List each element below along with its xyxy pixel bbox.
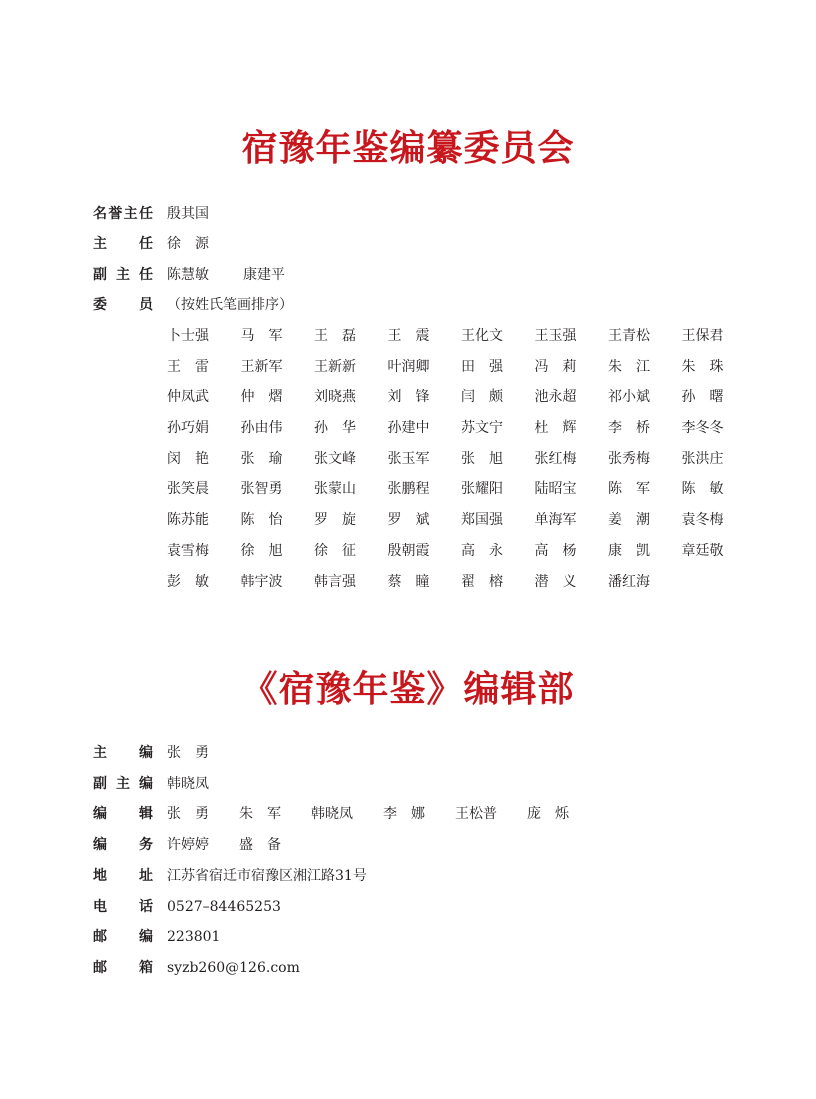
member-name: 韩宇波 bbox=[240, 573, 283, 590]
member-name: 闵 艳 bbox=[167, 450, 209, 467]
member-name: 仲 熠 bbox=[240, 389, 283, 406]
member-name: 孙由伟 bbox=[240, 420, 283, 437]
member-name: 郑国强 bbox=[461, 512, 503, 529]
member-name: 朱 江 bbox=[608, 358, 650, 375]
member-name: 高 永 bbox=[461, 542, 503, 559]
member-name: 李冬冬 bbox=[681, 420, 724, 437]
row-label: 地 址 bbox=[93, 868, 153, 884]
member-name: 袁雪梅 bbox=[167, 542, 209, 559]
row-label: 主 编 bbox=[93, 745, 153, 761]
member-name: 田 强 bbox=[461, 358, 503, 375]
member-name: 叶润卿 bbox=[387, 358, 430, 375]
row-values bbox=[167, 926, 250, 948]
row-label: 主 任 bbox=[93, 236, 153, 252]
row-value: 韩晓凤 bbox=[167, 776, 209, 792]
member-name: 王化文 bbox=[461, 328, 503, 344]
member-name: 陈 怡 bbox=[240, 512, 283, 529]
member-name: 张玉军 bbox=[387, 450, 430, 467]
person-name: 徐 源 bbox=[167, 236, 209, 252]
member-row bbox=[167, 571, 747, 602]
row-value: 223801 bbox=[167, 929, 221, 945]
member-name: 王青松 bbox=[608, 328, 650, 344]
member-name: 刘晓燕 bbox=[314, 389, 356, 406]
row-value: 张 勇 bbox=[167, 806, 209, 822]
member-name: 王 震 bbox=[387, 328, 430, 344]
member-name: 王 雷 bbox=[167, 358, 209, 375]
member-name: 王保君 bbox=[681, 328, 724, 344]
row-values bbox=[167, 294, 327, 316]
member-name: 张 瑜 bbox=[240, 450, 283, 467]
member-name: 潜 义 bbox=[534, 573, 577, 590]
member-name: 徐 旭 bbox=[240, 542, 283, 559]
member-name: 陆昭宝 bbox=[534, 481, 577, 498]
member-row bbox=[167, 540, 747, 571]
row-values bbox=[167, 803, 599, 825]
member-name: 孙建中 bbox=[387, 420, 430, 437]
committee-title: 宿豫年鉴编纂委员会 bbox=[241, 127, 575, 169]
member-name: 张笑晨 bbox=[167, 481, 209, 498]
row-label: 邮 箱 bbox=[93, 960, 153, 976]
row-value: 0527–84465253 bbox=[167, 899, 281, 915]
member-grid bbox=[167, 325, 747, 601]
member-name: 蔡 瞳 bbox=[387, 573, 430, 590]
row-value: 许婷婷 bbox=[167, 837, 209, 853]
member-name: 袁冬梅 bbox=[681, 512, 724, 529]
person-name: 康建平 bbox=[243, 267, 285, 283]
member-name: 张智勇 bbox=[240, 481, 283, 498]
member-name: 姜 潮 bbox=[608, 512, 650, 529]
row-values bbox=[167, 865, 397, 887]
member-name: 张 旭 bbox=[461, 450, 503, 467]
member-name: 陈 敏 bbox=[681, 481, 724, 498]
member-name: 卜士强 bbox=[167, 328, 209, 344]
member-name: 杜 辉 bbox=[534, 420, 577, 437]
member-name: 翟 榕 bbox=[461, 573, 503, 590]
member-name: 陈苏能 bbox=[167, 512, 209, 529]
member-name: 殷朝霞 bbox=[387, 542, 430, 559]
member-name: 单海军 bbox=[534, 512, 577, 529]
member-row bbox=[167, 386, 747, 417]
row-values bbox=[167, 834, 311, 856]
row-values bbox=[167, 742, 239, 764]
member-name: 张文峰 bbox=[314, 450, 356, 467]
row-values bbox=[167, 203, 243, 225]
row-values bbox=[167, 896, 311, 918]
row-value: 江苏省宿迁市宿豫区湘江路31号 bbox=[167, 868, 367, 884]
row-value: 张 勇 bbox=[167, 745, 209, 761]
member-name: 王 磊 bbox=[314, 328, 356, 344]
person-name: 殷其国 bbox=[167, 206, 209, 222]
member-name: 张红梅 bbox=[534, 450, 577, 467]
member-name: 孙 华 bbox=[314, 420, 356, 437]
row-label: 编 辑 bbox=[93, 806, 153, 822]
row-values bbox=[167, 264, 319, 286]
member-name: 罗 斌 bbox=[387, 512, 430, 529]
sort-note: （按姓氏笔画排序） bbox=[167, 297, 293, 313]
member-name: 章廷敬 bbox=[681, 542, 724, 559]
row-value: 韩晓凤 bbox=[311, 806, 353, 822]
row-label: 编 务 bbox=[93, 837, 153, 853]
row-label: 电 话 bbox=[93, 899, 153, 915]
member-row bbox=[167, 509, 747, 540]
member-name: 张秀梅 bbox=[608, 450, 650, 467]
member-name: 冯 莉 bbox=[534, 358, 577, 375]
row-values bbox=[167, 773, 239, 795]
member-name: 王新新 bbox=[314, 358, 356, 375]
member-name: 徐 征 bbox=[314, 542, 356, 559]
row-label: 副 主 任 bbox=[93, 267, 153, 283]
member-name: 孙巧娟 bbox=[167, 420, 209, 437]
row-value: 盛 备 bbox=[239, 837, 281, 853]
row-value: 朱 军 bbox=[239, 806, 281, 822]
row-label: 委 员 bbox=[93, 297, 153, 313]
member-name: 张耀阳 bbox=[461, 481, 503, 498]
member-row bbox=[167, 356, 747, 387]
member-name: 苏文宁 bbox=[461, 420, 503, 437]
member-name: 张鹏程 bbox=[387, 481, 430, 498]
row-label: 邮 编 bbox=[93, 929, 153, 945]
member-name: 韩言强 bbox=[314, 573, 356, 590]
member-name: 康 凯 bbox=[608, 542, 650, 559]
member-name: 祁小斌 bbox=[608, 389, 650, 406]
member-name: 仲凤武 bbox=[167, 389, 209, 406]
member-name: 张洪庄 bbox=[681, 450, 724, 467]
member-row bbox=[167, 448, 747, 479]
member-name: 彭 敏 bbox=[167, 573, 209, 590]
member-name: 闫 颇 bbox=[461, 389, 503, 406]
member-name: 张蒙山 bbox=[314, 481, 356, 498]
member-row bbox=[167, 417, 747, 448]
row-values bbox=[167, 957, 330, 979]
row-value: 庞 烁 bbox=[527, 806, 569, 822]
row-value: 李 娜 bbox=[383, 806, 425, 822]
member-name: 池永超 bbox=[534, 389, 577, 406]
member-name: 马 军 bbox=[240, 328, 283, 344]
member-name: 陈 军 bbox=[608, 481, 650, 498]
row-values bbox=[167, 233, 243, 255]
member-row bbox=[167, 478, 747, 509]
row-label: 名 誉 主 任 bbox=[93, 206, 153, 222]
member-name: 罗 旋 bbox=[314, 512, 356, 529]
member-name: 刘 锋 bbox=[387, 389, 430, 406]
member-row bbox=[167, 325, 747, 356]
member-name: 王玉强 bbox=[534, 328, 577, 344]
person-name: 陈慧敏 bbox=[167, 267, 209, 283]
member-name: 王新军 bbox=[240, 358, 283, 375]
member-name: 高 杨 bbox=[534, 542, 577, 559]
row-value: syzb260@126.com bbox=[167, 960, 300, 976]
member-name: 李 桥 bbox=[608, 420, 650, 437]
editorial-title: 《宿豫年鉴》编辑部 bbox=[241, 668, 575, 710]
row-value: 王松普 bbox=[455, 806, 497, 822]
member-name: 朱 珠 bbox=[681, 358, 724, 375]
row-label: 副 主 编 bbox=[93, 776, 153, 792]
member-name: 潘红海 bbox=[608, 573, 650, 590]
member-name: 孙 曙 bbox=[681, 389, 724, 406]
